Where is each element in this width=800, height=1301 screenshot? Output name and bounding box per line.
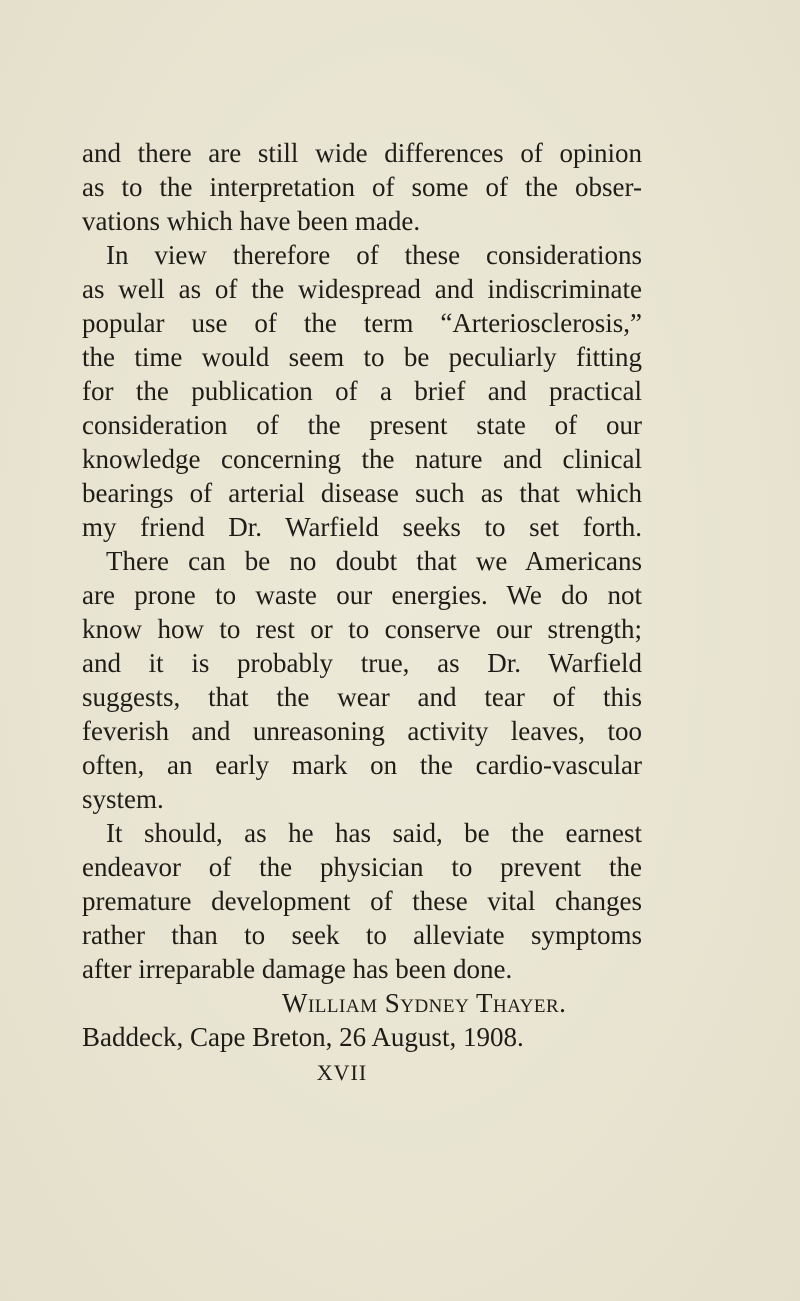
page-number: XVII — [316, 1060, 368, 1085]
paragraph-first-line: It should, as he has said, be the earnest — [106, 818, 642, 848]
author-signature: William Sydney Thayer. — [282, 988, 567, 1018]
paragraph-first-line: In view therefore of these considerations — [106, 240, 642, 270]
text-line: and it is probably true, as Dr. Warfield — [82, 648, 642, 678]
text-line: knowledge concerning the nature and clinical — [82, 444, 642, 474]
text-line: feverish and unreasoning activity leaves, too — [82, 716, 642, 746]
text-line: are prone to waste our energies. We do not — [82, 580, 642, 610]
text-line: consideration of the present state of our — [82, 410, 642, 440]
text-line: bearings of arterial disease such as that which — [82, 478, 642, 508]
text-line: as to the interpretation of some of the obser- — [82, 172, 642, 202]
text-line: know how to rest or to conserve our strength; — [82, 614, 642, 644]
text-line: and there are still wide differences of opinion — [82, 138, 642, 168]
text-line: suggests, that the wear and tear of this — [82, 682, 642, 712]
text-line: system. — [82, 784, 164, 814]
paragraph-first-line: There can be no doubt that we Americans — [106, 546, 642, 576]
text-line: often, an early mark on the cardio-vascular — [82, 750, 642, 780]
text-line: the time would seem to be peculiarly fitting — [82, 342, 642, 372]
text-line: vations which have been made. — [82, 206, 421, 236]
text-line: premature development of these vital changes — [82, 886, 642, 916]
text-line: popular use of the term “Arteriosclerosis,” — [82, 308, 642, 338]
dateline: Baddeck, Cape Breton, 26 August, 1908. — [82, 1022, 524, 1052]
text-line: rather than to seek to alleviate symptoms — [82, 920, 642, 950]
text-line: as well as of the widespread and indiscriminate — [82, 274, 642, 304]
text-line: my friend Dr. Warfield seeks to set forth. — [82, 512, 642, 542]
text-line: for the publication of a brief and practical — [82, 376, 642, 406]
text-line: endeavor of the physician to prevent the — [82, 852, 642, 882]
text-line: after irreparable damage has been done. — [82, 954, 513, 984]
